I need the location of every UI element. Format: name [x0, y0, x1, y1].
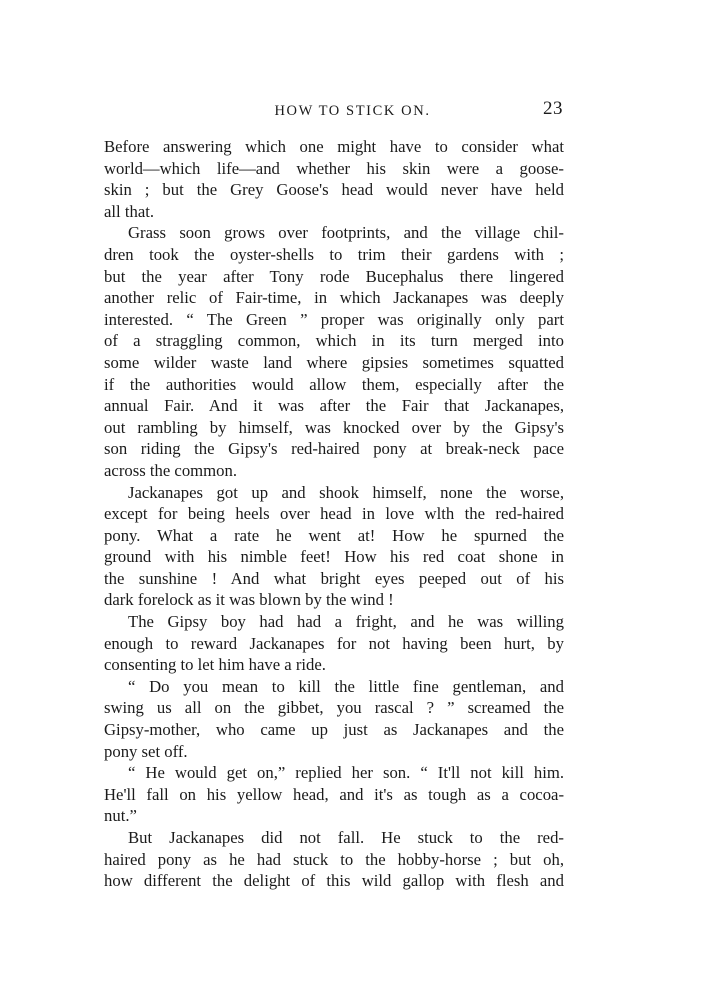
text-line: Gipsy-mother, who came up just as Jackanapes and the: [104, 720, 564, 740]
text-line: out rambling by himself, was knocked over by the Gipsy's: [104, 417, 564, 437]
text-line: interested. “ The Green ” proper was originally only part: [104, 309, 564, 329]
text-line: the sunshine ! And what bright eyes peeped out of his: [104, 568, 564, 588]
text-line: some wilder waste land where gipsies sometimes squatted: [104, 352, 564, 372]
text-line: nut.”: [104, 806, 137, 826]
text-line: “ He would get on,” replied her son. “ It'll not kill him.: [128, 763, 564, 783]
text-line: annual Fair. And it was after the Fair that Jackanapes,: [104, 396, 564, 416]
text-line: all that.: [104, 201, 155, 221]
text-line: how different the delight of this wild gallop with flesh and: [104, 871, 564, 891]
page-number: 23: [543, 98, 563, 119]
text-line: if the authorities would allow them, especially after the: [104, 374, 564, 394]
text-line: haired pony as he had stuck to the hobby-horse ; but oh,: [104, 849, 564, 869]
text-line: dark forelock as it was blown by the wind !: [104, 590, 394, 610]
text-line: He'll fall on his yellow head, and it's as tough as a cocoa-: [104, 784, 564, 804]
text-line: enough to reward Jackanapes for not having been hurt, by: [104, 633, 564, 653]
text-line: but the year after Tony rode Bucephalus there lingered: [104, 266, 564, 286]
text-line: skin ; but the Grey Goose's head would never have held: [104, 180, 564, 200]
text-line: pony set off.: [104, 741, 188, 761]
text-line: another relic of Fair-time, in which Jackanapes was deeply: [104, 288, 564, 308]
text-line: except for being heels over head in love wlth the red-haired: [104, 504, 564, 524]
text-line: of a straggling common, which in its turn merged into: [104, 331, 564, 351]
text-line: dren took the oyster-shells to trim their gardens with ;: [104, 244, 564, 264]
text-line: Jackanapes got up and shook himself, none the worse,: [128, 482, 564, 502]
text-line: across the common.: [104, 460, 238, 480]
running-header: [0, 99, 705, 123]
text-line: Before answering which one might have to consider what: [104, 137, 564, 156]
text-line: ground with his nimble feet! How his red coat shone in: [104, 547, 564, 567]
text-line: son riding the Gipsy's red-haired pony at break-neck pace: [104, 439, 564, 459]
text-line: Grass soon grows over footprints, and the village chil-: [128, 223, 564, 243]
text-line: The Gipsy boy had had a fright, and he was willing: [128, 612, 564, 632]
body-text: [104, 136, 564, 892]
text-line: consenting to let him have a ride.: [104, 655, 326, 675]
text-line: swing us all on the gibbet, you rascal ? ” screamed the: [104, 698, 564, 718]
text-line: “ Do you mean to kill the little fine gentleman, and: [128, 676, 564, 696]
text-line: world—which life—and whether his skin were a goose-: [104, 158, 564, 178]
chapter-title: HOW TO STICK ON.: [274, 103, 431, 119]
text-line: But Jackanapes did not fall. He stuck to the red-: [128, 828, 564, 847]
text-line: pony. What a rate he went at! How he spurned the: [104, 525, 564, 545]
